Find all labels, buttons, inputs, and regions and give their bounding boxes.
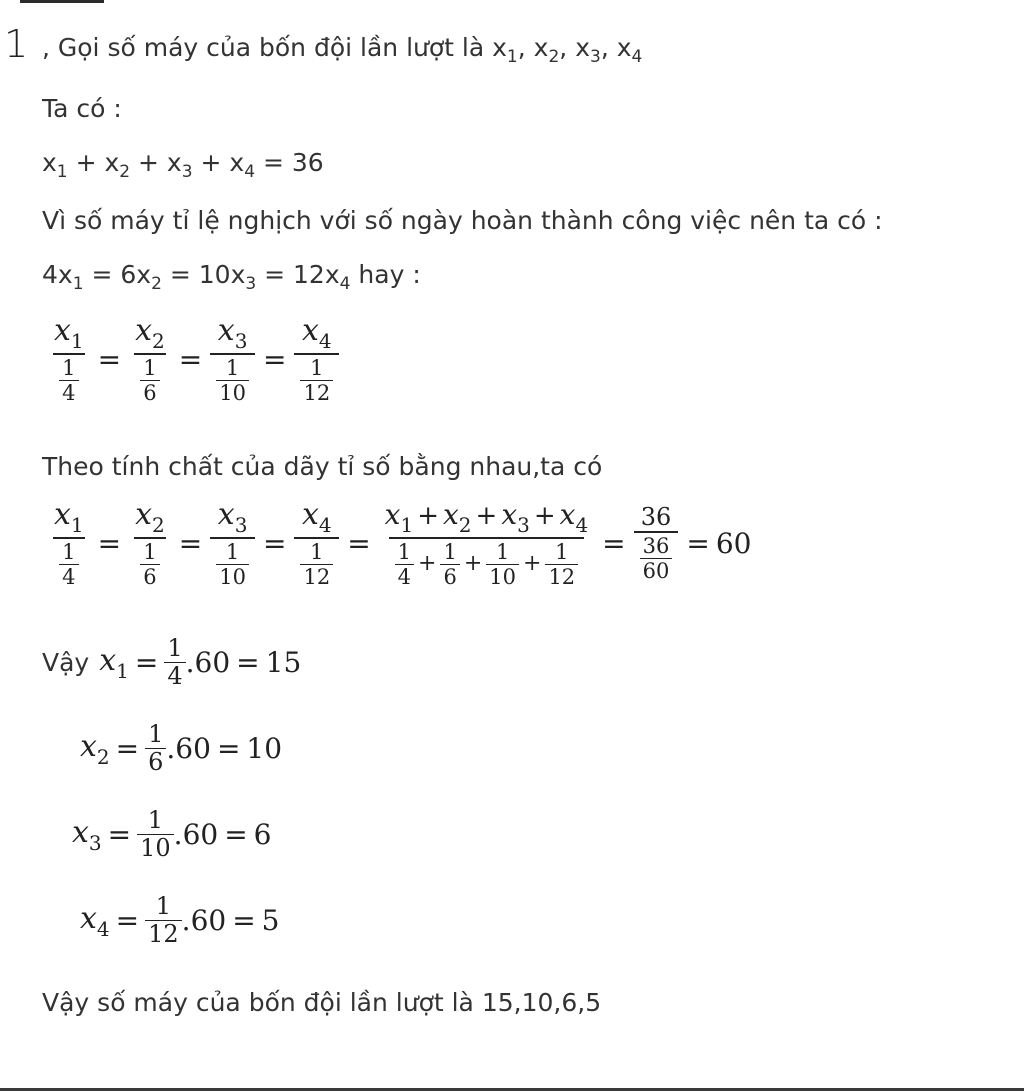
solution-x3: $x_3$ = $\frac{1}{10}$ .60 = 6	[72, 806, 272, 863]
conclusion-line: Vậy số máy của bốn đội lần lượt là 15,10,6,5	[42, 988, 602, 1017]
sum-equation: $x_1 + x_2 + x_3 + x_4 = 36$	[42, 148, 324, 182]
ratio-chain: $x_1$ 1 4 = $x_2$ 1 6 = $x_3$ 1 10 = $x_4$ 1 12	[46, 314, 341, 404]
ratio-x1: $x_1$ 1 4	[54, 313, 84, 406]
sum-fraction: $x_1 + x_2 + x_3 + x_4$ 1 4 + $\frac{1}{6}$ + $\frac{1}{10}$ + $\frac{1}{12}$	[384, 497, 589, 589]
inverse-proportion-line: Vì số máy tỉ lệ nghịch với số ngày hoàn thành công việc nên ta có :	[42, 206, 883, 235]
solution-x1: Vậy $x_1$ = $\frac{1}{4}$ .60 = 15	[42, 634, 302, 691]
solution-x2: $x_2$ = $\frac{1}{6}$ .60 = 10	[80, 720, 283, 777]
ratio-x4: $x_4$ 1 12	[294, 314, 339, 404]
property-line: Theo tính chất của dãy tỉ số bằng nhau,ta có	[42, 452, 603, 481]
proportion-equation: $4x_1 = 6x_2 = 10x_3 = 12x_4$ hay :	[42, 260, 421, 294]
solution-x4: $x_4$ = $\frac{1}{12}$ .60 = 5	[80, 892, 280, 949]
intro-line: , Gọi số máy của bốn đội lần lượt là $x_1$, $x_2$, $x_3$, $x_4$	[42, 33, 643, 67]
ta-co-line: Ta có :	[42, 94, 122, 123]
top-bar	[20, 0, 104, 3]
ratio-x2: $x_2$ 1 6	[135, 313, 165, 406]
ratio-x3: $x_3$ 1 10	[210, 314, 255, 404]
ratio-chain-sum: $x_1$ 1 4 = $x_2$ 1 6 = $x_3$ 1 10 = $x_4$ 1 12 = $x_1 + x_2 + x_3 + x_4$ 1 4 + $\frac{1}{6}$ + $\frac{1}{10}$ + $\frac{1}{12}$ = 36 36 60 = 60	[54, 497, 752, 590]
handwritten-marker: 1	[4, 22, 29, 66]
total-fraction: 36 36 60	[634, 504, 679, 583]
